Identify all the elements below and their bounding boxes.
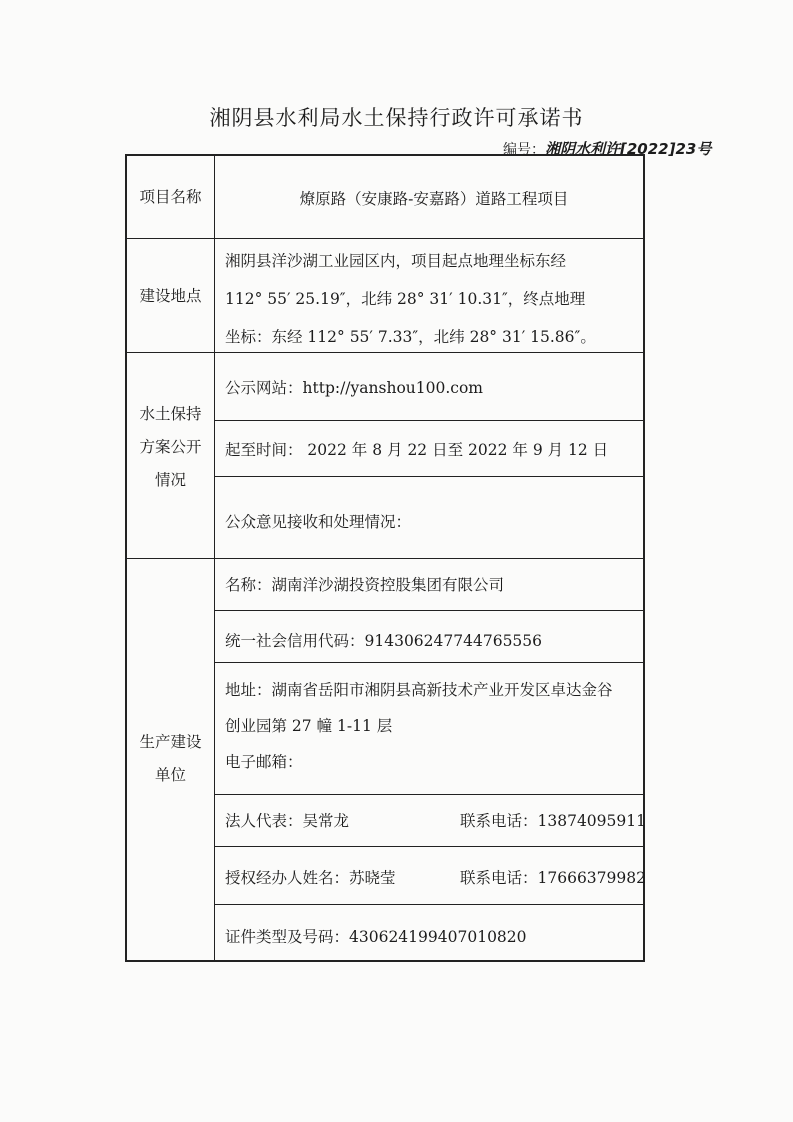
row-divider bbox=[214, 476, 643, 477]
row-divider bbox=[214, 904, 643, 905]
disclosure-label bbox=[127, 398, 214, 497]
unit-label bbox=[127, 726, 214, 792]
project-name-label: 项目名称 bbox=[139, 188, 202, 206]
legal-rep: 法人代表：吴常龙 bbox=[225, 812, 350, 830]
row-divider bbox=[214, 846, 643, 847]
location-line: 112° 55′ 25.19″，北纬 28° 31′ 10.31″，终点地理 bbox=[225, 290, 586, 308]
row-divider bbox=[214, 662, 643, 663]
disclosure-label-line: 水土保持 bbox=[139, 405, 202, 423]
unit-label-line: 生产建设 bbox=[139, 733, 202, 751]
row-divider bbox=[127, 238, 643, 239]
unit-label-line: 单位 bbox=[154, 766, 186, 784]
location-line: 湘阴县洋沙湖工业园区内，项目起点地理坐标东经 bbox=[225, 252, 567, 270]
disclosure-label-line: 情况 bbox=[154, 471, 186, 489]
project-name-value: 燎原路（安康路-安嘉路）道路工程项目 bbox=[299, 190, 569, 208]
disclosure-website: 公示网站：http://yanshou100.com bbox=[225, 379, 483, 397]
document-title: 湘阴县水利局水土保持行政许可承诺书 bbox=[209, 106, 584, 130]
location-label: 建设地点 bbox=[139, 287, 202, 305]
legal-rep-row bbox=[225, 809, 646, 831]
location-line: 坐标：东经 112° 55′ 7.33″，北纬 28° 31′ 15.86″。 bbox=[225, 328, 596, 346]
unit-address bbox=[225, 672, 637, 780]
document-number-value: 湘阴水利许[2022]23号 bbox=[545, 140, 712, 158]
unit-credit-code: 统一社会信用代码：914306247744765556 bbox=[225, 632, 543, 650]
row-divider bbox=[214, 794, 643, 795]
disclosure-feedback: 公众意见接收和处理情况： bbox=[225, 513, 412, 531]
unit-address-line: 地址：湖南省岳阳市湘阴县高新技术产业开发区卓达金谷 bbox=[225, 681, 613, 699]
agent-phone: 联系电话：17666379982 bbox=[460, 869, 646, 887]
location-value bbox=[225, 242, 637, 356]
id-document: 证件类型及号码：430624199407010820 bbox=[225, 928, 527, 946]
unit-address-line: 创业园第 27 幢 1-11 层 bbox=[225, 717, 393, 735]
unit-name: 名称：湖南洋沙湖投资控股集团有限公司 bbox=[225, 576, 505, 594]
unit-email: 电子邮箱： bbox=[225, 753, 303, 771]
row-divider bbox=[127, 558, 643, 559]
agent-name: 授权经办人姓名：苏晓莹 bbox=[225, 869, 396, 887]
disclosure-period: 起至时间： 2022 年 8 月 22 日至 2022 年 9 月 12 日 bbox=[225, 441, 609, 459]
document-number-label: 编号： bbox=[503, 142, 545, 158]
legal-rep-phone: 联系电话：13874095911 bbox=[460, 812, 646, 830]
permit-form-table bbox=[125, 154, 645, 962]
row-divider bbox=[214, 420, 643, 421]
disclosure-label-line: 方案公开 bbox=[139, 438, 202, 456]
agent-row bbox=[225, 866, 646, 888]
row-divider bbox=[214, 610, 643, 611]
